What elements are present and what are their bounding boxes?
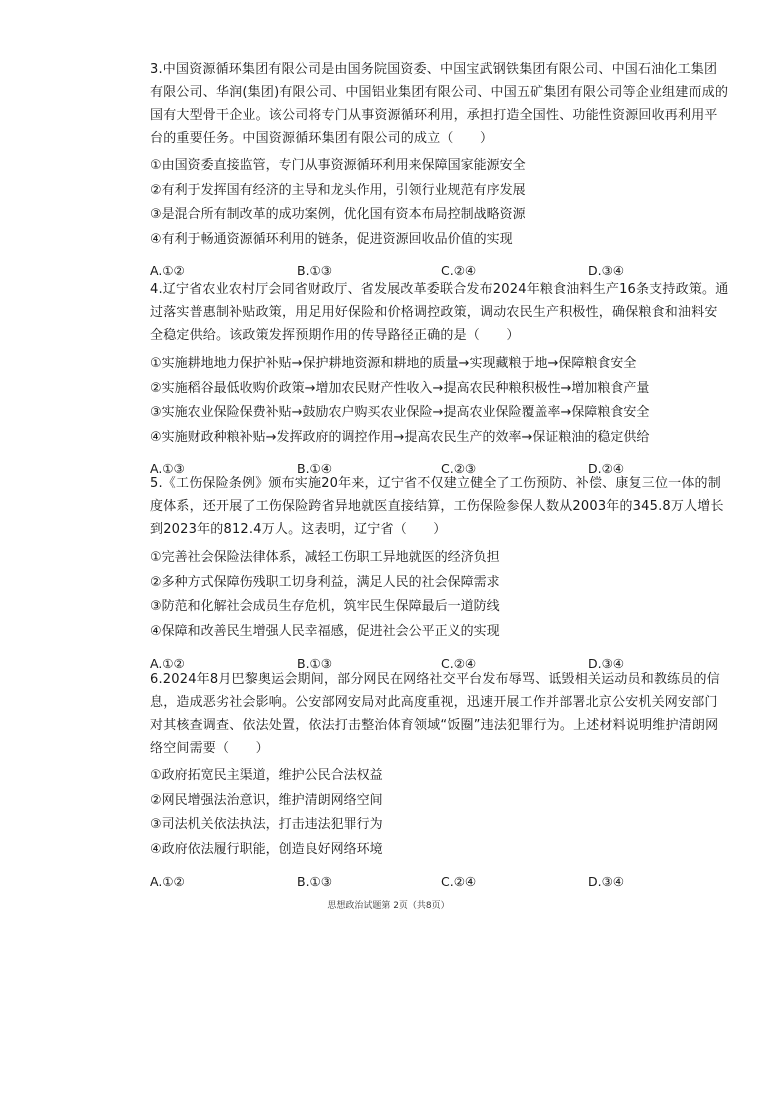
statement-1: ①政府拓宽民主渠道，维护公民合法权益 xyxy=(150,768,383,783)
statement-2: ②实施稻谷最低收购价政策→增加农民财产性收入→提高农民种粮积极性→增加粮食产量 xyxy=(150,380,650,396)
statement-list xyxy=(150,154,730,252)
statement-2: ②有利于发挥国有经济的主导和龙头作用，引领行业规范有序发展 xyxy=(150,182,526,198)
statement-3: ③司法机关依法执法，打击违法犯罪行为 xyxy=(150,817,383,832)
statement-2: ②多种方式保障伤残职工切身利益，满足人民的社会保障需求 xyxy=(150,574,500,590)
page-footer: 思想政治试题第 2页（共8页） xyxy=(327,901,450,911)
question-stem: 4.辽宁省农业农村厅会同省财政厅、省发展改革委联合发布2024年粮食油料生产16条支持政策。通过落实普惠制补贴政策，用足用好保险和价格调控政策，调动农民生产积极性，确保粮食和油料安全稳定供给。该政策发挥预期作用的传导路径正确的是（ ） xyxy=(150,282,729,343)
question-stem: 3.中国资源循环集团有限公司是由国务院国资委、中国宝武钢铁集团有限公司、中国石油化工集团有限公司、华润(集团)有限公司、中国铝业集团有限公司、中国五矿集团有限公司等企业组建而成的国有大型骨干企业。该公司将专门从事资源循环利用，承担打造全国性、功能性资源回收再利用平台的重要任务。中国资源循环集团有限公司的成立（ ） xyxy=(150,62,729,146)
choice-b[interactable]: B.①④ xyxy=(297,461,332,476)
choice-b[interactable]: B.①③ xyxy=(297,874,332,889)
choice-c[interactable]: C.②④ xyxy=(441,656,477,671)
statement-list xyxy=(150,546,730,644)
choice-a[interactable]: A.①② xyxy=(150,874,185,889)
choice-d[interactable]: D.③④ xyxy=(588,656,625,671)
question-5 xyxy=(150,472,730,675)
choice-a[interactable]: A.①② xyxy=(150,656,185,671)
answer-choices xyxy=(150,871,730,893)
choice-b[interactable]: B.①③ xyxy=(297,656,332,671)
choice-a[interactable]: A.①② xyxy=(150,263,185,278)
choice-c[interactable]: C.②④ xyxy=(441,263,477,278)
question-6 xyxy=(150,668,730,893)
choice-a[interactable]: A.①③ xyxy=(150,461,185,476)
statement-3: ③防范和化解社会成员生存危机，筑牢民生保障最后一道防线 xyxy=(150,599,500,614)
choice-d[interactable]: D.③④ xyxy=(588,263,625,278)
statement-3: ③是混合所有制改革的成功案例，优化国有资本布局控制战略资源 xyxy=(150,207,526,222)
choice-d[interactable]: D.②④ xyxy=(588,461,625,476)
question-stem: 5.《工伤保险条例》颁布实施20年来，辽宁省不仅建立健全了工伤预防、补偿、康复三位一体的制度体系，还开展了工伤保险跨省异地就医直接结算，工伤保险参保人数从2003年的345.8万人增长到2023年的812.4万人。这表明，辽宁省（ ） xyxy=(150,476,724,537)
choice-c[interactable]: C.②③ xyxy=(441,461,477,476)
question-4 xyxy=(150,278,730,480)
choice-c[interactable]: C.②④ xyxy=(441,874,477,889)
statement-1: ①由国资委直接监管，专门从事资源循环利用来保障国家能源安全 xyxy=(150,158,526,173)
statement-4: ④保障和改善民生增强人民幸福感，促进社会公平正义的实现 xyxy=(150,623,500,639)
statement-list xyxy=(150,352,730,450)
statement-1: ①完善社会保险法律体系，减轻工伤职工异地就医的经济负担 xyxy=(150,550,500,565)
statement-3: ③实施农业保险保费补贴→鼓励农户购买农业保险→提高农业保险覆盖率→保障粮食安全 xyxy=(150,405,650,420)
statement-list xyxy=(150,764,730,862)
question-3 xyxy=(150,58,730,282)
statement-4: ④有利于畅通资源循环利用的链条，促进资源回收品价值的实现 xyxy=(150,231,513,247)
statement-1: ①实施耕地地力保护补贴→保护耕地资源和耕地的质量→实现藏粮于地→保障粮食安全 xyxy=(150,356,637,371)
choice-d[interactable]: D.③④ xyxy=(588,874,625,889)
question-stem: 6.2024年8月巴黎奥运会期间，部分网民在网络社交平台发布辱骂、诋毁相关运动员和教练员的信息，造成恶劣社会影响。公安部网安局对此高度重视，迅速开展工作并部署北京公安机关网安部门对其核查调查、依法处置，依法打击整治体育领域“饭圈”违法犯罪行为。上述材料说明维护清朗网络空间需要（ ） xyxy=(150,672,720,756)
statement-4: ④实施财政种粮补贴→发挥政府的调控作用→提高农民生产的效率→保证粮油的稳定供给 xyxy=(150,429,650,445)
statement-2: ②网民增强法治意识，维护清朗网络空间 xyxy=(150,792,383,808)
statement-4: ④政府依法履行职能，创造良好网络环境 xyxy=(150,841,383,857)
choice-b[interactable]: B.①③ xyxy=(297,263,332,278)
